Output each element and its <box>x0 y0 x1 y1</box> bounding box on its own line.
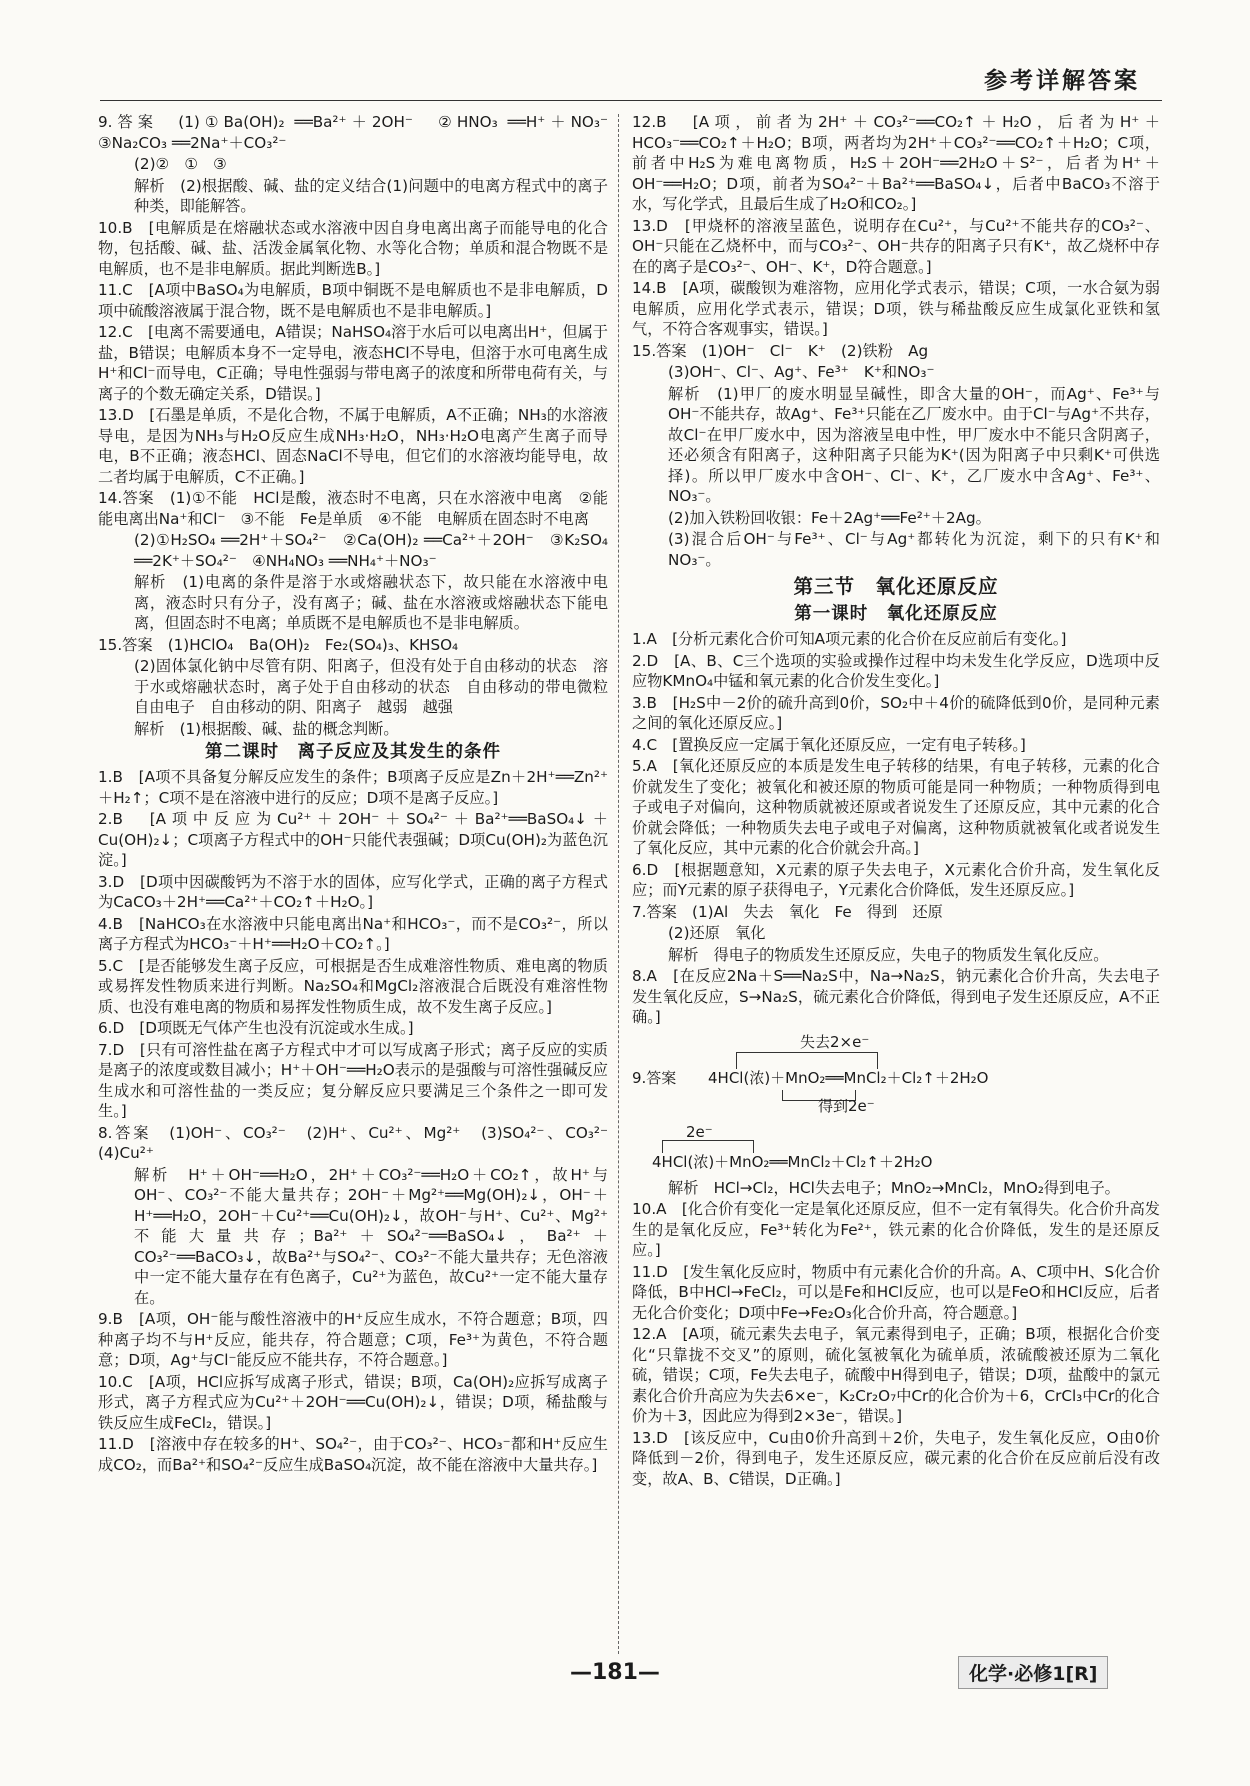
answer-detail: (2)加入铁粉回收银：Fe＋2Ag⁺══Fe²⁺＋2Ag。 <box>668 508 991 527</box>
answer-item: 3.D [D项中因碳酸钙为不溶于水的固体，应写化学式，正确的离子方程式为CaCO₃＋2H⁺══Ca²⁺＋CO₂↑＋H₂O。] <box>98 872 608 911</box>
redox-equation: 4HCl(浓)＋MnO₂══MnCl₂＋Cl₂↑＋2H₂O <box>708 1068 989 1087</box>
answer-detail: 解析 (1)电离的条件是溶于水或熔融状态下，故只能在水溶液中电离，液态时只有分子，没有离子；碱、盐在水溶液或熔融状态下能电离，但固态时不电离；单质既不是电解质也不是非电解质。 <box>134 573 608 632</box>
lose-bracket <box>736 1052 878 1069</box>
answer-label: 9.答案 <box>632 1068 677 1087</box>
single-bridge-diagram <box>632 1122 1160 1174</box>
answer-item: 13.D [该反应中，Cu由0价升高到＋2价，失电子，发生氧化反应，O由0价降低到－2价，得到电子，发生还原反应，碳元素的化合价在反应前后没有改变，故A、B、C错误，D正确。] <box>632 1428 1160 1488</box>
answer-item: 9.B [A项，OH⁻能与酸性溶液中的H⁺反应生成水，不符合题意；B项，四种离子均不与H⁺反应，能共存，符合题意；C项，Fe³⁺为黄色，不符合题意；D项，Ag⁺与Cl⁻能反应不能共存，不符合题意。] <box>98 1310 608 1369</box>
electron-transfer-diagram <box>632 1032 1160 1118</box>
answer-item: 10.B [电解质是在熔融状态或水溶液中因自身电离出离子而能导电的化合物，包括酸、碱、盐、活泼金属氧化物、水等化合物；单质和混合物既不是电解质，也不是非电解质。据此判断选B。] <box>98 218 608 278</box>
answer-detail: (2)② ① ③ <box>134 155 227 173</box>
answer-item: 7.D [只有可溶性盐在离子方程式中才可以写成离子形式；离子反应的实质是离子的浓度或数目减小；H⁺＋OH⁻══H₂O表示的是强酸与可溶性强碱反应生成水和可溶性盐的一类反应；复分解反应只要满足三个条件之一即可发生。] <box>98 1040 608 1120</box>
lesson-title: 第一课时 氧化还原反应 <box>794 604 998 624</box>
answer-item: 6.D [D项既无气体产生也没有沉淀或水生成。] <box>98 1019 414 1037</box>
answer-item: 10.C [A项，HCl应拆写成离子形式，错误；B项，Ca(OH)₂应拆写成离子形式，离子方程式应为Cu²⁺＋2OH⁻══Cu(OH)₂↓，错误；D项，稀盐酸与铁反应生成FeCl₂，错误。] <box>98 1372 608 1432</box>
answer-detail: 解析 HCl→Cl₂，HCl失去电子；MnO₂→MnCl₂，MnO₂得到电子。 <box>668 1178 1120 1197</box>
answer-item: 10.A [化合价有变化一定是氧化还原反应，但不一定有氧得失。化合价升高发生的是氧化反应，Fe³⁺转化为Fe²⁺，铁元素的化合价降低，发生的是还原反应。] <box>632 1200 1160 1259</box>
answer-detail: (2)还原 氧化 <box>668 924 766 942</box>
answer-detail: (2)①H₂SO₄ ══2H⁺＋SO₄²⁻ ②Ca(OH)₂ ══Ca²⁺＋2OH⁻ ③K₂SO₄ ══2K⁺＋SO₄²⁻ ④NH₄NO₃ ══NH₄⁺＋NO₃⁻ <box>134 531 613 570</box>
answer-detail: (2)固体氯化钠中尽管有阴、阳离子，但没有处于自由移动的状态 溶于水或熔融状态时，离子处于自由移动的状态 自由移动的带电微粒 自由电子 自由移动的阴、阳离子 越弱 越强 <box>134 657 624 716</box>
answer-detail: 解析 H⁺＋OH⁻══H₂O，2H⁺＋CO₃²⁻══H₂O＋CO₂↑，故H⁺与OH⁻、CO₃²⁻不能大量共存；2OH⁻＋Mg²⁺══Mg(OH)₂↓，OH⁻＋H⁺══H₂O，2OH⁻＋Cu²⁺══Cu(OH)₂↓，故OH⁻与H⁺、Cu²⁺、Mg²⁺不能大量共存；Ba²⁺＋SO₄²⁻══BaSO₄↓，Ba²⁺＋CO₃²⁻══BaCO₃↓，故Ba²⁺与SO₄²⁻、CO₃²⁻不能大量共存；无色溶液中一定不能大量存在有色离子，Cu²⁺为蓝色，故Cu²⁺一定不能大量存在。 <box>134 1165 608 1307</box>
answer-item: 15.答案 (1)OH⁻ Cl⁻ K⁺ (2)铁粉 Ag <box>632 341 929 360</box>
right-column-part-b <box>632 1178 1160 1490</box>
answer-item: 2.B [A项中反应为Cu²⁺＋2OH⁻＋SO₄²⁻＋Ba²⁺══BaSO₄↓＋Cu(OH)₂↓；C项离子方程式中的OH⁻只能代表强碱；D项Cu(OH)₂为蓝色沉淀。] <box>98 810 608 869</box>
column-divider <box>618 114 619 1654</box>
page-number: —181— <box>570 1660 660 1685</box>
answer-detail: (3)OH⁻、Cl⁻、Ag⁺、Fe³⁺ K⁺和NO₃⁻ <box>668 363 935 381</box>
answer-item: 5.A [氧化还原反应的本质是发生电子转移的结果，有电子转移，元素的化合价就发生了变化；被氧化和被还原的物质可能是同一种物质；一种物质得到电子或电子对偏向，这种物质就被还原或者说发生了还原反应，其中元素的化合价就会降低；一种物质失去电子或电子对偏离，这种物质就被氧化或者说发生了氧化反应，其中元素的化合价就会升高。] <box>632 757 1160 857</box>
single-bridge-equation: 4HCl(浓)＋MnO₂══MnCl₂＋Cl₂↑＋2H₂O <box>652 1152 933 1171</box>
answer-item: 11.C [A项中BaSO₄为电解质，B项中铜既不是电解质也不是非电解质，D项中硫酸溶液属于混合物，既不是电解质也不是非电解质。] <box>98 281 608 320</box>
electron-lose-label: 失去2×e⁻ <box>800 1032 870 1051</box>
answer-detail: 解析 (2)根据酸、碱、盐的定义结合(1)问题中的电离方程式中的离子种类，即能解答。 <box>134 176 608 215</box>
answer-item: 14.B [A项，碳酸钡为难溶物，应用化学式表示，错误；C项，一水合氨为弱电解质，应用化学式表示，错误；D项，铁与稀盐酸反应生成氯化亚铁和氢气，不符合客观事实，错误。] <box>632 279 1160 338</box>
answer-item: 11.D [溶液中存在较多的H⁺、SO₄²⁻，由于CO₃²⁻、HCO₃⁻都和H⁺反应生成CO₂，而Ba²⁺和SO₄²⁻反应生成BaSO₄沉淀，故不能在溶液中大量共存。] <box>98 1435 608 1474</box>
answer-item: 13.D [石墨是单质，不是化合物，不属于电解质，A不正确；NH₃的水溶液导电，是因为NH₃与H₂O反应生成NH₃·H₂O，NH₃·H₂O电离产生离子而导电，B不正确；液态HCl、固态NaCl不导电，但它们的水溶液均能导电，故二者均属于电解质，C不正确。] <box>98 406 608 486</box>
header-rule <box>100 100 1162 101</box>
answer-item: 7.答案 (1)Al 失去 氧化 Fe 得到 还原 <box>632 902 943 921</box>
left-column <box>98 112 624 1476</box>
answer-item: 3.B [H₂S中－2价的硫升高到0价，SO₂中＋4价的硫降低到0价，是同种元素之间的氧化还原反应。] <box>632 693 1160 732</box>
section-title: 第三节 氧化还原反应 <box>793 575 999 598</box>
book-label: 化学·必修1[R] <box>958 1656 1108 1689</box>
answer-detail: (3)混合后OH⁻与Fe³⁺、Cl⁻与Ag⁺都转化为沉淀，剩下的只有K⁺和NO₃⁻。 <box>668 530 1160 569</box>
answer-item: 14.答案 (1)①不能 HCl是酸，液态时不电离，只在水溶液中电离 ②能 能电离出Na⁺和Cl⁻ ③不能 Fe是单质 ④不能 电解质在固态时不电离 <box>98 489 624 528</box>
right-column <box>632 112 1160 1490</box>
page-header-title: 参考详解答案 <box>984 68 1140 94</box>
answer-item: 8.答案 (1)OH⁻、CO₃²⁻ (2)H⁺、Cu²⁺、Mg²⁺ (3)SO₄²⁻、CO₃²⁻ (4)Cu²⁺ <box>98 1123 624 1162</box>
answer-item: 12.A [A项，硫元素失去电子，氧元素得到电子，正确；B项，根据化合价变化“只靠拢不交叉”的原则，硫化氢被氧化为硫单质，浓硫酸被还原为二氧化硫，错误；C项，Fe失去电子，硫酸中H得到电子，错误；D项，盐酸中的氯元素化合价升高应为失去6×e⁻，K₂Cr₂O₇中Cr的化合价为＋6，CrCl₃中Cr的化合价为＋3，因此应为得到2×3e⁻，错误。] <box>632 1325 1160 1425</box>
right-column-part-a <box>632 112 1160 1028</box>
answer-item: 5.C [是否能够发生离子反应，可根据是否生成难溶性物质、难电离的物质或易挥发性物质来进行判断。Na₂SO₄和MgCl₂溶液混合后既没有难溶性物质、也没有难电离的物质和易挥发性物质生成，故不发生离子反应。] <box>98 956 608 1016</box>
electron-gain-label: 得到2e⁻ <box>818 1096 875 1115</box>
answer-item: 4.B [NaHCO₃在水溶液中只能电离出Na⁺和HCO₃⁻，而不是CO₃²⁻，所以离子方程式为HCO₃⁻＋H⁺══H₂O＋CO₂↑。] <box>98 914 608 953</box>
answer-item: 1.A [分析元素化合价可知A项元素的化合价在反应前后有变化。] <box>632 630 1067 648</box>
answer-item: 8.A [在反应2Na＋S══Na₂S中，Na→Na₂S，钠元素化合价升高，失去电子发生氧化反应，S→Na₂S，硫元素化合价降低，得到电子发生还原反应，A不正确。] <box>632 967 1160 1026</box>
lesson-title: 第二课时 离子反应及其发生的条件 <box>205 742 501 762</box>
electron-count-label: 2e⁻ <box>686 1122 713 1141</box>
answer-item: 2.D [A、B、C三个选项的实验或操作过程中均未发生化学反应，D选项中反应物KMnO₄中锰和氧元素的化合价发生变化。] <box>632 651 1160 690</box>
answer-item: 12.C [电离不需要通电，A错误；NaHSO₄溶于水后可以电离出H⁺，但属于盐，B错误；电解质本身不一定导电，液态HCl不导电，但溶于水可电离生成H⁺和Cl⁻而导电，C正确；导电性强弱与带电离子的浓度和所带电荷有关，与离子的个数无确定关系，D错误。] <box>98 323 608 403</box>
answer-item: 6.D [根据题意知，X元素的原子失去电子，X元素化合价升高，发生氧化反应；而Y元素的原子获得电子，Y元素化合价降低，发生还原反应。] <box>632 860 1160 899</box>
answer-item: 1.B [A项不具备复分解反应发生的条件；B项离子反应是Zn＋2H⁺══Zn²⁺＋H₂↑；C项不是在溶液中进行的反应；D项不是离子反应。] <box>98 768 608 807</box>
answer-detail: 解析 得电子的物质发生还原反应，失电子的物质发生氧化反应。 <box>668 945 1109 964</box>
answer-detail: 解析 (1)根据酸、碱、盐的概念判断。 <box>134 719 399 738</box>
answer-item: 9.答案 (1)①Ba(OH)₂ ══Ba²⁺＋2OH⁻ ②HNO₃ ══H⁺＋NO₃⁻ ③Na₂CO₃ ══2Na⁺＋CO₃²⁻ <box>98 113 624 152</box>
answer-item: 11.D [发生氧化反应时，物质中有元素化合价的升高。A、C项中H、S化合价降低，B中HCl→FeCl₂，可以是Fe和HCl反应，也可以是FeO和HCl反应，后者无化合价变化；D项中Fe→Fe₂O₃化合价升高，符合题意。] <box>632 1262 1160 1322</box>
answer-item: 4.C [置换反应一定属于氧化还原反应，一定有电子转移。] <box>632 735 1026 754</box>
answer-detail: 解析 (1)甲厂的废水明显呈碱性，即含大量的OH⁻，而Ag⁺、Fe³⁺与OH⁻不能共存，故Ag⁺、Fe³⁺只能在乙厂废水中。由于Cl⁻与Ag⁺不共存，故Cl⁻在甲厂废水中，因为溶液呈电中性，甲厂废水中不能只含阴离子，还必须含有阳离子，这种阳离子只能为K⁺(因为阳离子中只剩K⁺可供选择)。所以甲厂废水中含OH⁻、Cl⁻、K⁺，乙厂废水中含Ag⁺、Fe³⁺、NO₃⁻。 <box>668 384 1160 505</box>
answer-item: 12.B [A项，前者为2H⁺＋CO₃²⁻══CO₂↑＋H₂O，后者为H⁺＋HCO₃⁻══CO₂↑＋H₂O；B项，两者均为2H⁺＋CO₃²⁻══CO₂↑＋H₂O；C项，前者中H₂S为难电离物质，H₂S＋2OH⁻══2H₂O＋S²⁻，后者为H⁺＋OH⁻══H₂O；D项，前者为SO₄²⁻＋Ba²⁺══BaSO₄↓，后者中BaCO₃不溶于水，写化学式，且最后生成了H₂O和CO₂。] <box>632 113 1160 213</box>
answer-item: 15.答案 (1)HClO₄ Ba(OH)₂ Fe₂(SO₄)₃、KHSO₄ <box>98 635 459 654</box>
answer-item: 13.D [甲烧杯的溶液呈蓝色，说明存在Cu²⁺，与Cu²⁺不能共存的CO₃²⁻、OH⁻只能在乙烧杯中，而与CO₃²⁻、OH⁻共存的阳离子只有K⁺，故乙烧杯中存在的离子是CO₃²⁻、OH⁻、K⁺，D符合题意。] <box>632 216 1160 276</box>
